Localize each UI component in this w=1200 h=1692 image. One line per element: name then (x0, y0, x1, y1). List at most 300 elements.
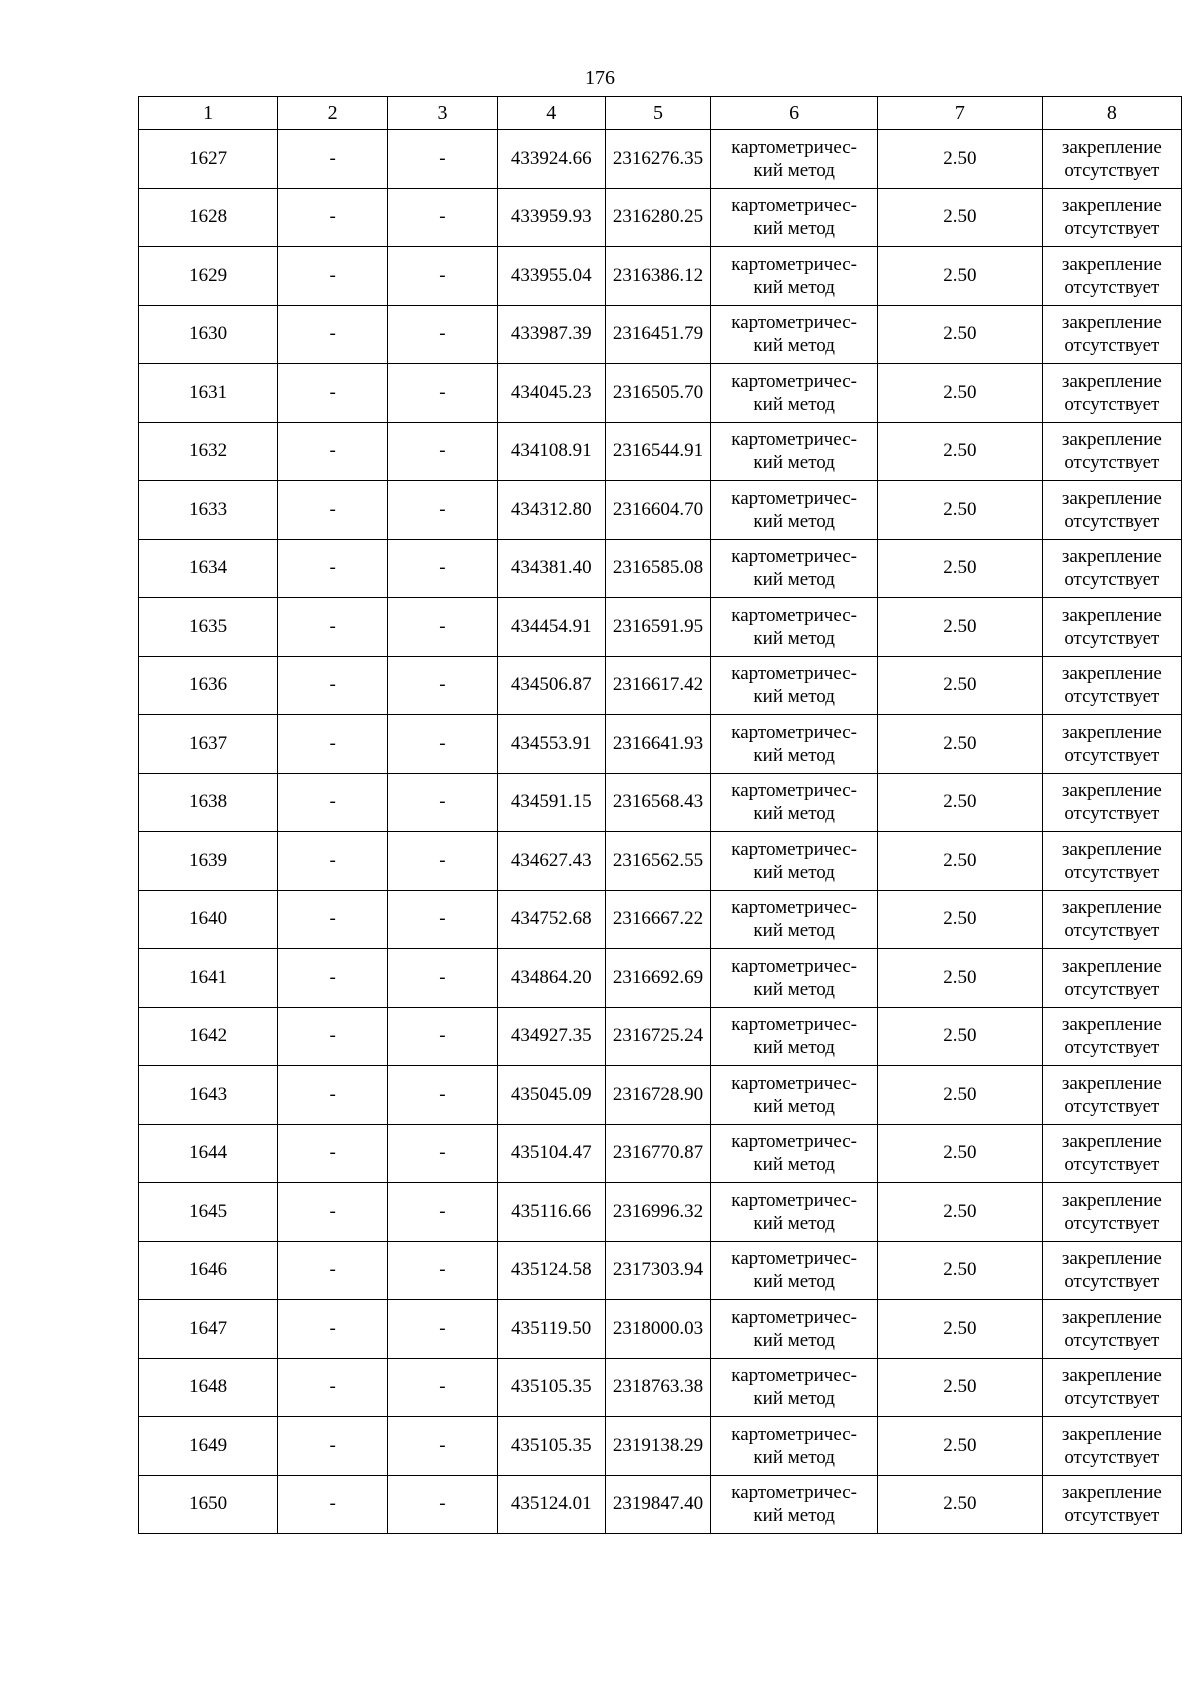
column-2-cell: - (278, 949, 388, 1008)
fixation-line-1: закрепление (1061, 1072, 1162, 1094)
x-coordinate-cell: 435124.01 (497, 1475, 605, 1534)
method-cell (711, 598, 878, 657)
method-cell (711, 832, 878, 891)
column-3-cell: - (388, 188, 498, 247)
method-cell (711, 1417, 878, 1476)
method-line-1: картометричес- (731, 1248, 857, 1270)
fixation-cell (1042, 481, 1181, 540)
column-header: 8 (1042, 97, 1181, 130)
table-row (139, 890, 1182, 949)
y-coordinate-cell: 2316568.43 (605, 773, 711, 832)
column-2-cell: - (278, 656, 388, 715)
method-line-2: кий метод (753, 510, 835, 532)
method-line-2: кий метод (753, 1388, 835, 1410)
column-2-cell: - (278, 364, 388, 423)
column-3-cell: - (388, 539, 498, 598)
fixation-line-1: закрепление (1061, 663, 1162, 685)
precision-cell: 2.50 (878, 1358, 1043, 1417)
y-coordinate-cell: 2316451.79 (605, 305, 711, 364)
x-coordinate-cell: 435105.35 (497, 1417, 605, 1476)
point-number-cell: 1637 (139, 715, 278, 774)
column-3-cell: - (388, 247, 498, 306)
column-2-cell: - (278, 539, 388, 598)
column-3-cell: - (388, 1241, 498, 1300)
column-3-cell: - (388, 1066, 498, 1125)
column-3-cell: - (388, 1417, 498, 1476)
fixation-line-1: закрепление (1061, 253, 1162, 275)
table-header-row (139, 97, 1182, 130)
method-line-2: кий метод (753, 920, 835, 942)
fixation-cell (1042, 422, 1181, 481)
fixation-line-1: закрепление (1061, 370, 1162, 392)
fixation-line-2: отсутствует (1064, 452, 1160, 474)
y-coordinate-cell: 2316505.70 (605, 364, 711, 423)
y-coordinate-cell: 2316725.24 (605, 1007, 711, 1066)
precision-cell: 2.50 (878, 481, 1043, 540)
point-number-cell: 1650 (139, 1475, 278, 1534)
fixation-line-2: отсутствует (1064, 1154, 1160, 1176)
y-coordinate-cell: 2316591.95 (605, 598, 711, 657)
table-body (139, 97, 1182, 1534)
method-cell (711, 364, 878, 423)
fixation-line-1: закрепление (1061, 838, 1162, 860)
fixation-line-2: отсутствует (1064, 1095, 1160, 1117)
point-number-cell: 1631 (139, 364, 278, 423)
y-coordinate-cell: 2316667.22 (605, 890, 711, 949)
method-cell (711, 539, 878, 598)
point-number-cell: 1635 (139, 598, 278, 657)
point-number-cell: 1638 (139, 773, 278, 832)
table-row (139, 773, 1182, 832)
column-header: 7 (878, 97, 1043, 130)
column-3-cell: - (388, 890, 498, 949)
column-header: 1 (139, 97, 278, 130)
x-coordinate-cell: 434381.40 (497, 539, 605, 598)
fixation-line-1: закрепление (1061, 1131, 1162, 1153)
table-row (139, 832, 1182, 891)
x-coordinate-cell: 434045.23 (497, 364, 605, 423)
page-number: 176 (585, 67, 615, 89)
x-coordinate-cell: 434506.87 (497, 656, 605, 715)
fixation-line-2: отсутствует (1064, 569, 1160, 591)
table-row (139, 1300, 1182, 1359)
method-line-1: картометричес- (731, 253, 857, 275)
column-2-cell: - (278, 1007, 388, 1066)
precision-cell: 2.50 (878, 656, 1043, 715)
method-line-2: кий метод (753, 1446, 835, 1468)
method-line-2: кий метод (753, 452, 835, 474)
table-row (139, 481, 1182, 540)
column-header: 3 (388, 97, 498, 130)
fixation-cell (1042, 773, 1181, 832)
table-row (139, 1475, 1182, 1534)
fixation-cell (1042, 890, 1181, 949)
method-line-2: кий метод (753, 1329, 835, 1351)
column-3-cell: - (388, 773, 498, 832)
method-cell (711, 1241, 878, 1300)
column-header: 5 (605, 97, 711, 130)
y-coordinate-cell: 2317303.94 (605, 1241, 711, 1300)
method-cell (711, 422, 878, 481)
method-cell (711, 130, 878, 189)
fixation-line-1: закрепление (1061, 1365, 1162, 1387)
method-cell (711, 890, 878, 949)
point-number-cell: 1627 (139, 130, 278, 189)
method-line-2: кий метод (753, 276, 835, 298)
fixation-line-1: закрепление (1061, 604, 1162, 626)
fixation-line-1: закрепление (1061, 1014, 1162, 1036)
fixation-cell (1042, 1066, 1181, 1125)
table-row (139, 715, 1182, 774)
column-header: 4 (497, 97, 605, 130)
column-2-cell: - (278, 481, 388, 540)
column-3-cell: - (388, 1183, 498, 1242)
fixation-cell (1042, 188, 1181, 247)
table-row (139, 1241, 1182, 1300)
method-line-1: картометричес- (731, 370, 857, 392)
column-2-cell: - (278, 773, 388, 832)
fixation-line-2: отсутствует (1064, 1446, 1160, 1468)
precision-cell: 2.50 (878, 1124, 1043, 1183)
fixation-cell (1042, 364, 1181, 423)
precision-cell: 2.50 (878, 832, 1043, 891)
method-line-2: кий метод (753, 978, 835, 1000)
table-row (139, 305, 1182, 364)
fixation-cell (1042, 1007, 1181, 1066)
method-cell (711, 481, 878, 540)
point-number-cell: 1641 (139, 949, 278, 1008)
x-coordinate-cell: 433955.04 (497, 247, 605, 306)
column-2-cell: - (278, 1475, 388, 1534)
point-number-cell: 1633 (139, 481, 278, 540)
method-line-2: кий метод (753, 686, 835, 708)
x-coordinate-cell: 435105.35 (497, 1358, 605, 1417)
fixation-line-1: закрепление (1061, 1306, 1162, 1328)
y-coordinate-cell: 2316386.12 (605, 247, 711, 306)
y-coordinate-cell: 2319138.29 (605, 1417, 711, 1476)
table-row (139, 364, 1182, 423)
precision-cell: 2.50 (878, 1183, 1043, 1242)
method-line-2: кий метод (753, 861, 835, 883)
fixation-line-1: закрепление (1061, 955, 1162, 977)
method-cell (711, 188, 878, 247)
column-3-cell: - (388, 130, 498, 189)
method-line-1: картометричес- (731, 1482, 857, 1504)
column-3-cell: - (388, 1124, 498, 1183)
fixation-cell (1042, 1124, 1181, 1183)
method-line-1: картометричес- (731, 1131, 857, 1153)
fixation-cell (1042, 130, 1181, 189)
fixation-cell (1042, 598, 1181, 657)
point-number-cell: 1628 (139, 188, 278, 247)
point-number-cell: 1649 (139, 1417, 278, 1476)
fixation-line-2: отсутствует (1064, 803, 1160, 825)
x-coordinate-cell: 435119.50 (497, 1300, 605, 1359)
column-header: 2 (278, 97, 388, 130)
fixation-cell (1042, 949, 1181, 1008)
method-line-1: картометричес- (731, 838, 857, 860)
y-coordinate-cell: 2316604.70 (605, 481, 711, 540)
fixation-line-2: отсутствует (1064, 861, 1160, 883)
table-row (139, 539, 1182, 598)
point-number-cell: 1632 (139, 422, 278, 481)
table-row (139, 1007, 1182, 1066)
method-line-2: кий метод (753, 569, 835, 591)
fixation-line-1: закрепление (1061, 1248, 1162, 1270)
precision-cell: 2.50 (878, 949, 1043, 1008)
x-coordinate-cell: 434553.91 (497, 715, 605, 774)
fixation-line-1: закрепление (1061, 780, 1162, 802)
precision-cell: 2.50 (878, 130, 1043, 189)
point-number-cell: 1646 (139, 1241, 278, 1300)
method-cell (711, 1475, 878, 1534)
fixation-line-1: закрепление (1061, 897, 1162, 919)
column-2-cell: - (278, 305, 388, 364)
table-row (139, 1124, 1182, 1183)
column-2-cell: - (278, 1241, 388, 1300)
precision-cell: 2.50 (878, 364, 1043, 423)
precision-cell: 2.50 (878, 1300, 1043, 1359)
table-row (139, 1066, 1182, 1125)
table-row (139, 422, 1182, 481)
y-coordinate-cell: 2319847.40 (605, 1475, 711, 1534)
table-row (139, 598, 1182, 657)
x-coordinate-cell: 434864.20 (497, 949, 605, 1008)
y-coordinate-cell: 2318763.38 (605, 1358, 711, 1417)
fixation-cell (1042, 305, 1181, 364)
method-line-2: кий метод (753, 1212, 835, 1234)
precision-cell: 2.50 (878, 539, 1043, 598)
method-line-1: картометричес- (731, 897, 857, 919)
point-number-cell: 1640 (139, 890, 278, 949)
fixation-cell (1042, 1183, 1181, 1242)
y-coordinate-cell: 2318000.03 (605, 1300, 711, 1359)
method-line-2: кий метод (753, 1271, 835, 1293)
column-3-cell: - (388, 715, 498, 774)
precision-cell: 2.50 (878, 1417, 1043, 1476)
table-row (139, 1358, 1182, 1417)
method-line-1: картометричес- (731, 312, 857, 334)
precision-cell: 2.50 (878, 305, 1043, 364)
y-coordinate-cell: 2316692.69 (605, 949, 711, 1008)
point-number-cell: 1642 (139, 1007, 278, 1066)
y-coordinate-cell: 2316641.93 (605, 715, 711, 774)
point-number-cell: 1630 (139, 305, 278, 364)
x-coordinate-cell: 434312.80 (497, 481, 605, 540)
fixation-line-2: отсутствует (1064, 1329, 1160, 1351)
y-coordinate-cell: 2316585.08 (605, 539, 711, 598)
method-cell (711, 773, 878, 832)
fixation-line-1: закрепление (1061, 195, 1162, 217)
fixation-line-2: отсутствует (1064, 920, 1160, 942)
precision-cell: 2.50 (878, 1241, 1043, 1300)
fixation-line-2: отсутствует (1064, 744, 1160, 766)
method-line-1: картометричес- (731, 429, 857, 451)
fixation-line-1: закрепление (1061, 312, 1162, 334)
column-3-cell: - (388, 832, 498, 891)
fixation-line-2: отсутствует (1064, 393, 1160, 415)
fixation-line-2: отсутствует (1064, 159, 1160, 181)
x-coordinate-cell: 435116.66 (497, 1183, 605, 1242)
x-coordinate-cell: 435045.09 (497, 1066, 605, 1125)
method-line-1: картометричес- (731, 1189, 857, 1211)
method-cell (711, 247, 878, 306)
method-line-2: кий метод (753, 1037, 835, 1059)
point-number-cell: 1636 (139, 656, 278, 715)
method-line-1: картометричес- (731, 136, 857, 158)
method-line-2: кий метод (753, 393, 835, 415)
fixation-line-2: отсутствует (1064, 1212, 1160, 1234)
fixation-line-1: закрепление (1061, 136, 1162, 158)
point-number-cell: 1644 (139, 1124, 278, 1183)
fixation-line-2: отсутствует (1064, 627, 1160, 649)
fixation-line-1: закрепление (1061, 1482, 1162, 1504)
method-line-1: картометричес- (731, 955, 857, 977)
method-line-1: картометричес- (731, 195, 857, 217)
fixation-line-2: отсутствует (1064, 1388, 1160, 1410)
table-row (139, 949, 1182, 1008)
point-number-cell: 1639 (139, 832, 278, 891)
point-number-cell: 1634 (139, 539, 278, 598)
column-3-cell: - (388, 656, 498, 715)
method-line-2: кий метод (753, 803, 835, 825)
precision-cell: 2.50 (878, 715, 1043, 774)
fixation-cell (1042, 539, 1181, 598)
method-line-2: кий метод (753, 1095, 835, 1117)
column-2-cell: - (278, 247, 388, 306)
precision-cell: 2.50 (878, 188, 1043, 247)
column-3-cell: - (388, 481, 498, 540)
precision-cell: 2.50 (878, 1007, 1043, 1066)
column-3-cell: - (388, 949, 498, 1008)
column-2-cell: - (278, 188, 388, 247)
precision-cell: 2.50 (878, 247, 1043, 306)
column-3-cell: - (388, 305, 498, 364)
precision-cell: 2.50 (878, 1066, 1043, 1125)
method-line-1: картометричес- (731, 780, 857, 802)
fixation-line-2: отсутствует (1064, 1505, 1160, 1527)
column-2-cell: - (278, 1417, 388, 1476)
table-row (139, 1183, 1182, 1242)
point-number-cell: 1645 (139, 1183, 278, 1242)
method-line-2: кий метод (753, 744, 835, 766)
fixation-line-1: закрепление (1061, 1423, 1162, 1445)
column-2-cell: - (278, 1300, 388, 1359)
fixation-line-2: отсутствует (1064, 978, 1160, 1000)
fixation-line-1: закрепление (1061, 1189, 1162, 1211)
fixation-line-2: отсутствует (1064, 686, 1160, 708)
table-row (139, 1417, 1182, 1476)
method-cell (711, 1066, 878, 1125)
point-number-cell: 1643 (139, 1066, 278, 1125)
column-2-cell: - (278, 1066, 388, 1125)
x-coordinate-cell: 433987.39 (497, 305, 605, 364)
method-line-1: картометричес- (731, 1306, 857, 1328)
fixation-cell (1042, 1358, 1181, 1417)
fixation-cell (1042, 247, 1181, 306)
fixation-cell (1042, 656, 1181, 715)
fixation-line-1: закрепление (1061, 721, 1162, 743)
method-line-2: кий метод (753, 159, 835, 181)
method-line-1: картометричес- (731, 663, 857, 685)
table-row (139, 247, 1182, 306)
precision-cell: 2.50 (878, 1475, 1043, 1534)
method-cell (711, 715, 878, 774)
method-line-1: картометричес- (731, 604, 857, 626)
column-3-cell: - (388, 1300, 498, 1359)
method-cell (711, 1124, 878, 1183)
fixation-line-2: отсутствует (1064, 1271, 1160, 1293)
method-line-2: кий метод (753, 1505, 835, 1527)
method-line-2: кий метод (753, 335, 835, 357)
y-coordinate-cell: 2316996.32 (605, 1183, 711, 1242)
fixation-cell (1042, 1475, 1181, 1534)
column-2-cell: - (278, 715, 388, 774)
column-3-cell: - (388, 364, 498, 423)
fixation-line-2: отсутствует (1064, 218, 1160, 240)
precision-cell: 2.50 (878, 598, 1043, 657)
column-2-cell: - (278, 130, 388, 189)
y-coordinate-cell: 2316562.55 (605, 832, 711, 891)
column-3-cell: - (388, 422, 498, 481)
point-number-cell: 1629 (139, 247, 278, 306)
method-cell (711, 1300, 878, 1359)
column-3-cell: - (388, 1007, 498, 1066)
x-coordinate-cell: 434627.43 (497, 832, 605, 891)
fixation-cell (1042, 832, 1181, 891)
fixation-line-2: отсутствует (1064, 510, 1160, 532)
x-coordinate-cell: 435104.47 (497, 1124, 605, 1183)
column-2-cell: - (278, 598, 388, 657)
column-2-cell: - (278, 832, 388, 891)
fixation-cell (1042, 1300, 1181, 1359)
fixation-line-1: закрепление (1061, 487, 1162, 509)
precision-cell: 2.50 (878, 890, 1043, 949)
x-coordinate-cell: 433959.93 (497, 188, 605, 247)
point-number-cell: 1648 (139, 1358, 278, 1417)
fixation-line-2: отсутствует (1064, 1037, 1160, 1059)
x-coordinate-cell: 433924.66 (497, 130, 605, 189)
coordinates-table (138, 96, 1182, 1534)
column-header: 6 (711, 97, 878, 130)
y-coordinate-cell: 2316770.87 (605, 1124, 711, 1183)
precision-cell: 2.50 (878, 422, 1043, 481)
method-cell (711, 1183, 878, 1242)
method-line-1: картометричес- (731, 546, 857, 568)
method-line-2: кий метод (753, 218, 835, 240)
y-coordinate-cell: 2316544.91 (605, 422, 711, 481)
fixation-cell (1042, 1241, 1181, 1300)
method-cell (711, 1007, 878, 1066)
fixation-line-1: закрепление (1061, 429, 1162, 451)
method-line-1: картометричес- (731, 1365, 857, 1387)
column-3-cell: - (388, 1358, 498, 1417)
fixation-cell (1042, 1417, 1181, 1476)
x-coordinate-cell: 434927.35 (497, 1007, 605, 1066)
column-2-cell: - (278, 1358, 388, 1417)
y-coordinate-cell: 2316276.35 (605, 130, 711, 189)
method-line-1: картометричес- (731, 721, 857, 743)
x-coordinate-cell: 434108.91 (497, 422, 605, 481)
method-cell (711, 305, 878, 364)
method-line-1: картометричес- (731, 487, 857, 509)
column-2-cell: - (278, 1183, 388, 1242)
column-3-cell: - (388, 1475, 498, 1534)
table-row (139, 188, 1182, 247)
method-line-1: картометричес- (731, 1072, 857, 1094)
column-2-cell: - (278, 1124, 388, 1183)
fixation-cell (1042, 715, 1181, 774)
